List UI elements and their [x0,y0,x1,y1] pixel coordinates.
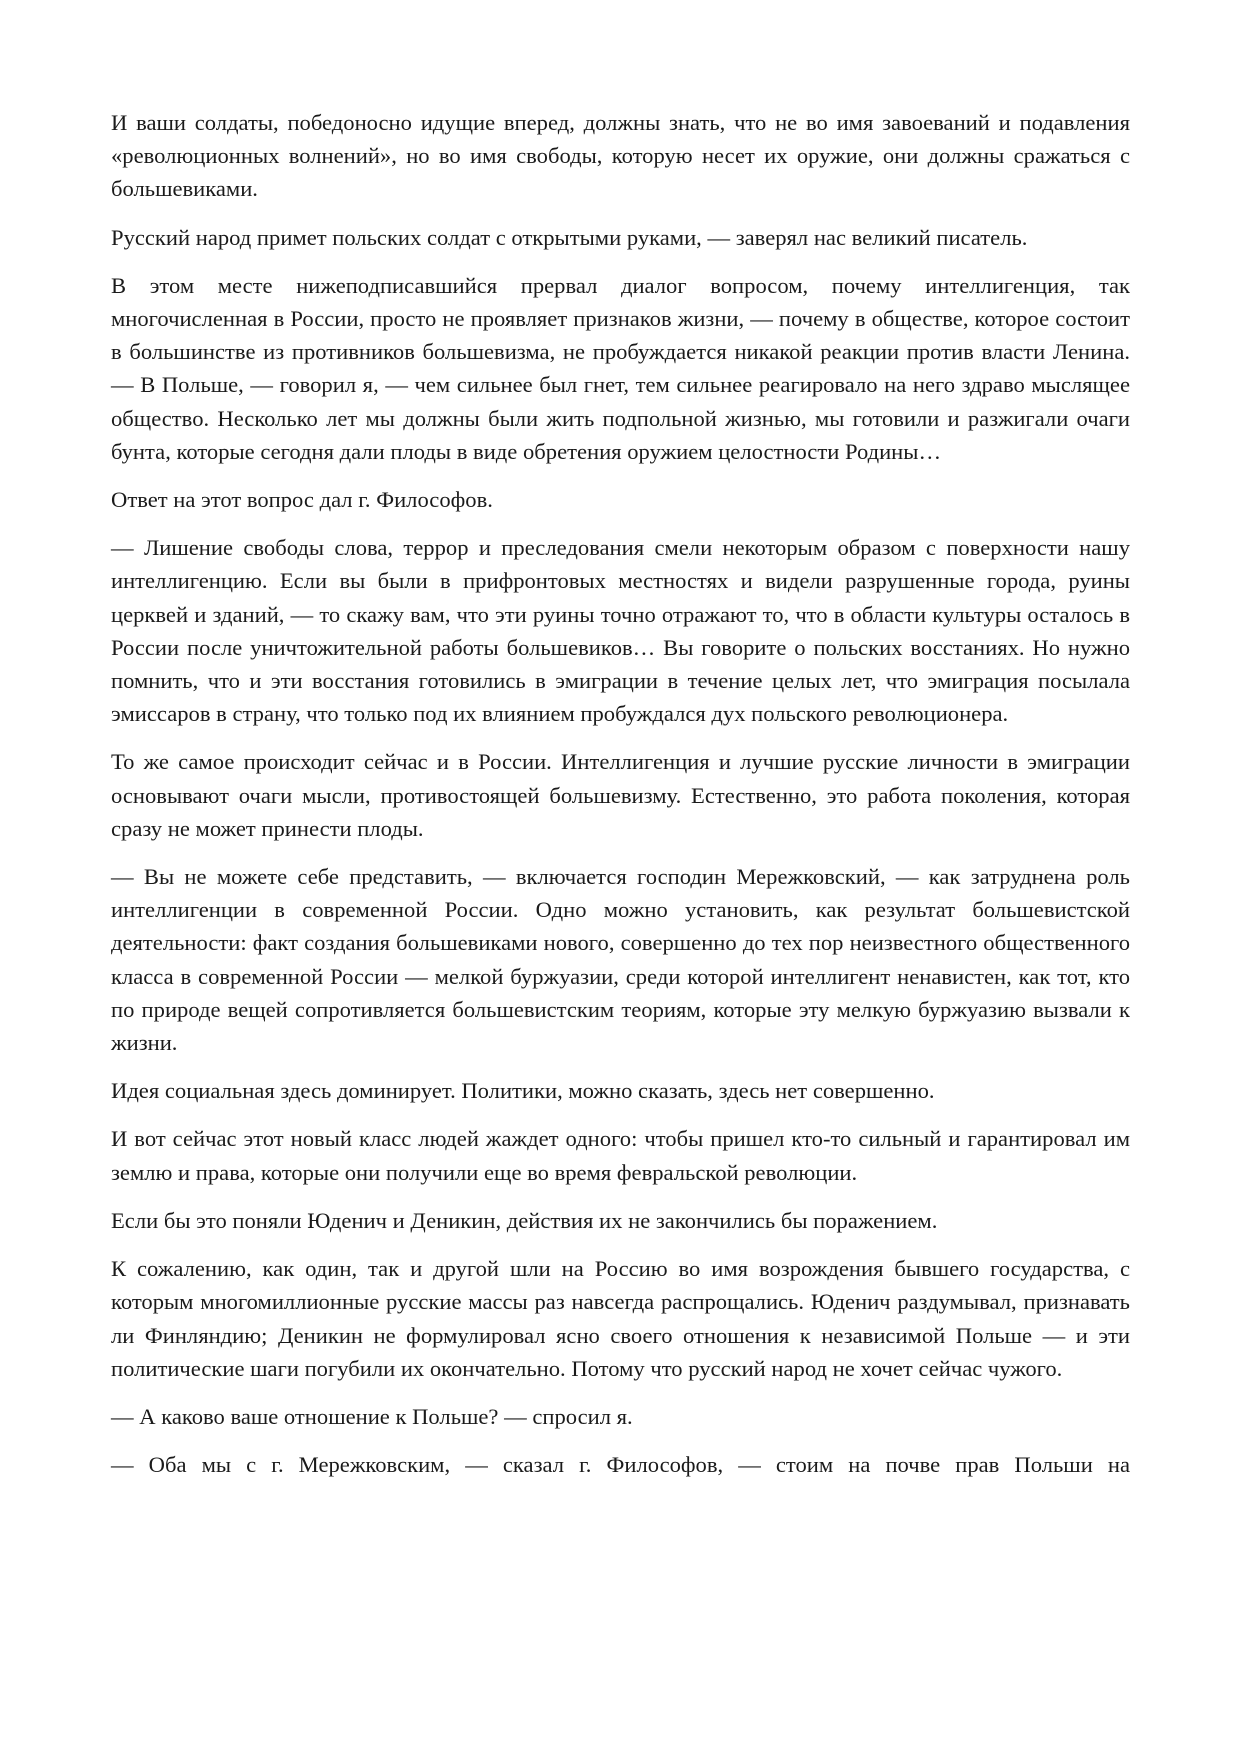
paragraph-12: — А каково ваше отношение к Польше? — спросил я. [111,1403,633,1429]
document-page [111,106,1130,1481]
paragraph-1: И ваши солдаты, победоносно идущие вперед, должны знать, что не во имя завоеваний и подавления «революционных волнений», но во имя свободы, которую несет их оружие, они должны сражаться с большевиками. [111,110,1130,202]
paragraph-11: К сожалению, как один, так и другой шли на Россию во имя возрождения бывшего государства, с которым многомиллионные русские массы раз навсегда распрощались. Юденич раздумывал, признавать ли Финляндию; Деникин не формулировал ясно своего отношения к независимой Польше — и эти политические шаги погубили их окончательно. Потому что русский народ не хочет сейчас чужого. [111,1256,1130,1381]
paragraph-9: И вот сейчас этот новый класс людей жаждет одного: чтобы пришел кто-то сильный и гарантировал им землю и права, которые они получили еще во время февральской революции. [111,1126,1130,1185]
paragraph-7: — Вы не можете себе представить, — включается господин Мережковский, — как затруднена роль интеллигенции в современной России. Одно можно установить, как результат большевистской деятельности: факт создания большевиками нового, совершенно до тех пор неизвестного общественного класса в современной России — мелкой буржуазии, среди которой интеллигент ненавистен, как тот, кто по природе вещей сопротивляется большевистским теориям, которые эту мелкую буржуазию вызвали к жизни. [111,864,1130,1056]
paragraph-10: Если бы это поняли Юденич и Деникин, действия их не закончились бы поражением. [111,1207,938,1233]
paragraph-5: — Лишение свободы слова, террор и преследования смели некоторым образом с поверхности нашу интеллигенцию. Если вы были в прифронтовых местностях и видели разрушенные города, руины церквей и зданий, — то скажу вам, что эти руины точно отражают то, что в области культуры осталось в России после уничтожительной работы большевиков… Вы говорите о польских восстаниях. Но нужно помнить, что и эти восстания готовились в эмиграции в течение целых лет, что эмиграция посылала эмиссаров в страну, что только под их влиянием пробуждался дух польского революционера. [111,535,1130,727]
paragraph-13: — Оба мы с г. Мережковским, — сказал г. Философов, — стоим на почве прав Польши на [111,1452,1130,1478]
paragraph-4: Ответ на этот вопрос дал г. Философов. [111,487,493,513]
paragraph-8: Идея социальная здесь доминирует. Политики, можно сказать, здесь нет совершенно. [111,1078,935,1104]
paragraph-3: В этом месте нижеподписавшийся прервал диалог вопросом, почему интеллигенция, так многочисленная в России, просто не проявляет признаков жизни, — почему в обществе, которое состоит в большинстве из противников большевизма, не пробуждается никакой реакции против власти Ленина. — В Польше, — говорил я, — чем сильнее был гнет, тем сильнее реагировало на него здраво мыслящее общество. Несколько лет мы должны были жить подпольной жизнью, мы готовили и разжигали очаги бунта, которые сегодня дали плоды в виде обретения оружием целостности Родины… [111,272,1130,464]
paragraph-6: То же самое происходит сейчас и в России. Интеллигенция и лучшие русские личности в эмиграции основывают очаги мысли, противостоящей большевизму. Естественно, это работа поколения, которая сразу не может принести плоды. [111,749,1130,841]
paragraph-2: Русский народ примет польских солдат с открытыми руками, — заверял нас великий писатель. [111,224,1028,250]
